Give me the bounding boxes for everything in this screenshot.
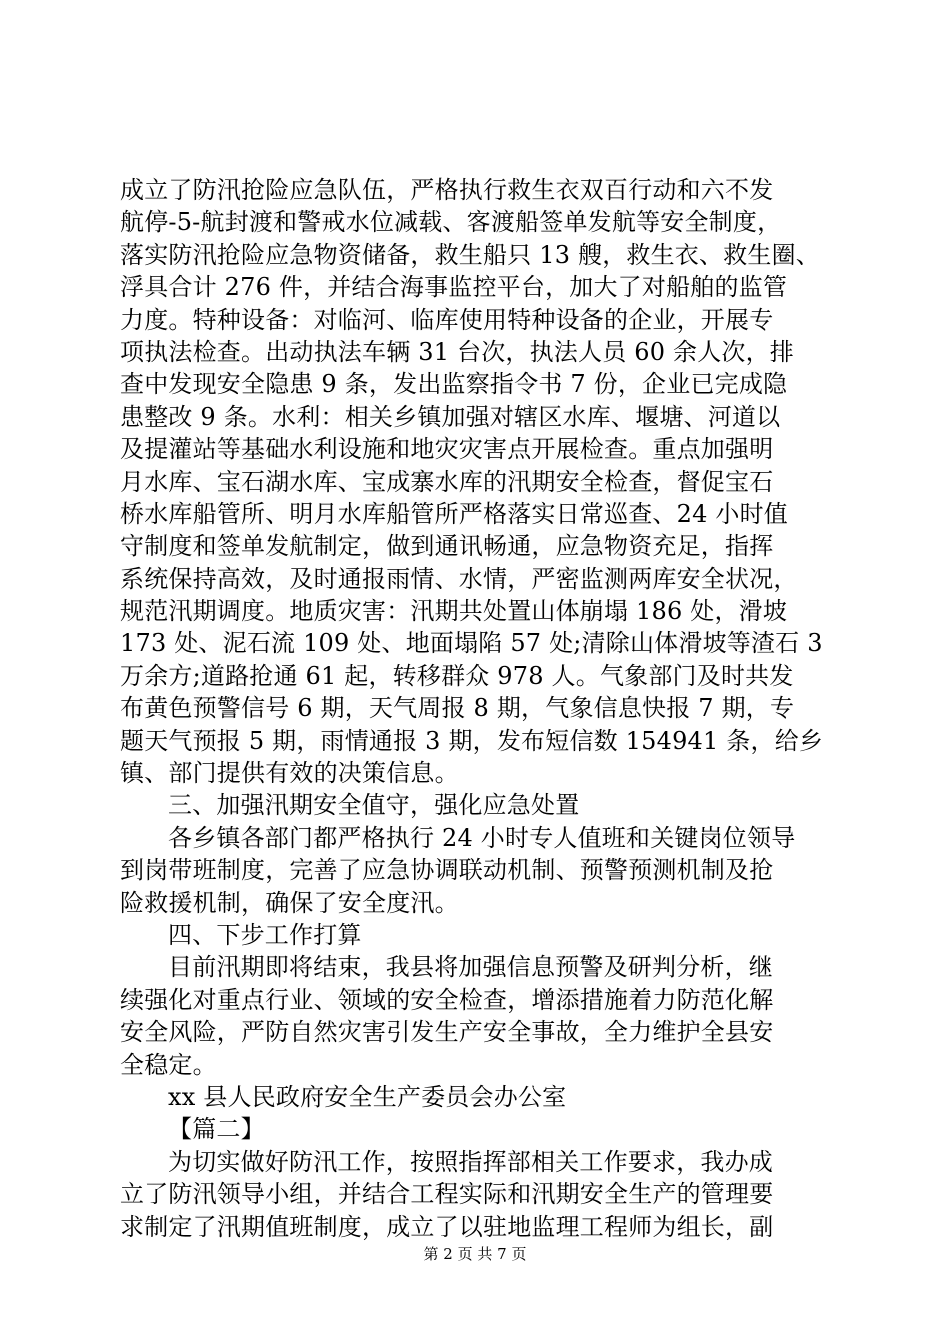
text-line: 续强化对重点行业、领域的安全检查，增添措施着力防范化解 xyxy=(120,985,774,1014)
text-line: 航停-5-航封渡和警戒水位减载、客渡船签单发航等安全制度， xyxy=(120,208,782,237)
text-line: 求制定了汛期值班制度，成立了以驻地监理工程师为组长，副 xyxy=(120,1212,774,1241)
text-line: 落实防汛抢险应急物资储备，救生船只 13 艘，救生衣、救生圈、 xyxy=(120,240,820,269)
text-line: 桥水库船管所、明月水库船管所严格落实日常巡查、24 小时值 xyxy=(120,499,788,528)
paragraph-start-line: 为切实做好防汛工作，按照指挥部相关工作要求，我办成 xyxy=(168,1147,773,1176)
text-line: 及提灌站等基础水利设施和地灾灾害点开展检查。重点加强明 xyxy=(120,435,774,464)
paragraph-start-line: 各乡镇各部门都严格执行 24 小时专人值班和关键岗位领导 xyxy=(168,823,796,852)
section-heading: 三、加强汛期安全值守，强化应急处置 xyxy=(168,791,580,820)
document-body xyxy=(120,174,836,1243)
page-number-footer: 第 2 页 共 7 页 xyxy=(423,1245,527,1263)
text-line: 规范汛期调度。地质灾害：汛期共处置山体崩塌 186 处，滑坡 xyxy=(120,597,788,626)
text-line: 力度。特种设备：对临河、临库使用特种设备的企业，开展专 xyxy=(120,305,774,334)
text-line: 全稳定。 xyxy=(120,1050,217,1079)
text-line: 月水库、宝石湖水库、宝成寨水库的汛期安全检查，督促宝石 xyxy=(120,467,774,496)
section-heading: 四、下步工作打算 xyxy=(168,920,362,949)
text-line: 万余方;道路抢通 61 起，转移群众 978 人。气象部门及时共发 xyxy=(120,661,794,690)
text-line: 立了防汛领导小组，并结合工程实际和汛期安全生产的管理要 xyxy=(120,1180,774,1209)
text-line: 查中发现安全隐患 9 条，发出监察指令书 7 份，企业已完成隐 xyxy=(120,370,788,399)
part-heading: 【篇二】 xyxy=(168,1115,265,1144)
text-line: 系统保持高效，及时通报雨情、水情，严密监测两库安全状况， xyxy=(120,564,798,593)
text-line: 守制度和签单发航制定，做到通讯畅通，应急物资充足，指挥 xyxy=(120,532,774,561)
text-line: 项执法检查。出动执法车辆 31 台次，执法人员 60 余人次，排 xyxy=(120,337,794,366)
paragraph-start-line: 目前汛期即将结束，我县将加强信息预警及研判分析，继 xyxy=(168,953,773,982)
text-line: 浮具合计 276 件，并结合海事监控平台，加大了对船舶的监管 xyxy=(120,273,788,302)
text-line: 173 处、泥石流 109 处、地面塌陷 57 处;清除山体滑坡等渣石 3 xyxy=(120,629,823,658)
text-line: 成立了防汛抢险应急队伍，严格执行救生衣双百行动和六不发 xyxy=(120,176,774,204)
text-line: 到岗带班制度，完善了应急协调联动机制、预警预测机制及抢 xyxy=(120,856,774,885)
text-line: 题天气预报 5 期，雨情通报 3 期，发布短信数 154941 条，给乡 xyxy=(120,726,824,755)
text-line: 布黄色预警信号 6 期，天气周报 8 期，气象信息快报 7 期，专 xyxy=(120,694,795,723)
text-line: 患整改 9 条。水利：相关乡镇加强对辖区水库、堰塘、河道以 xyxy=(120,402,781,431)
text-line: 镇、部门提供有效的决策信息。 xyxy=(120,759,459,788)
text-line: 险救援机制，确保了安全度汛。 xyxy=(120,888,459,917)
text-line: 安全风险，严防自然灾害引发生产安全事故，全力维护全县安 xyxy=(120,1018,774,1047)
signature-line: xx 县人民政府安全生产委员会办公室 xyxy=(168,1082,567,1111)
